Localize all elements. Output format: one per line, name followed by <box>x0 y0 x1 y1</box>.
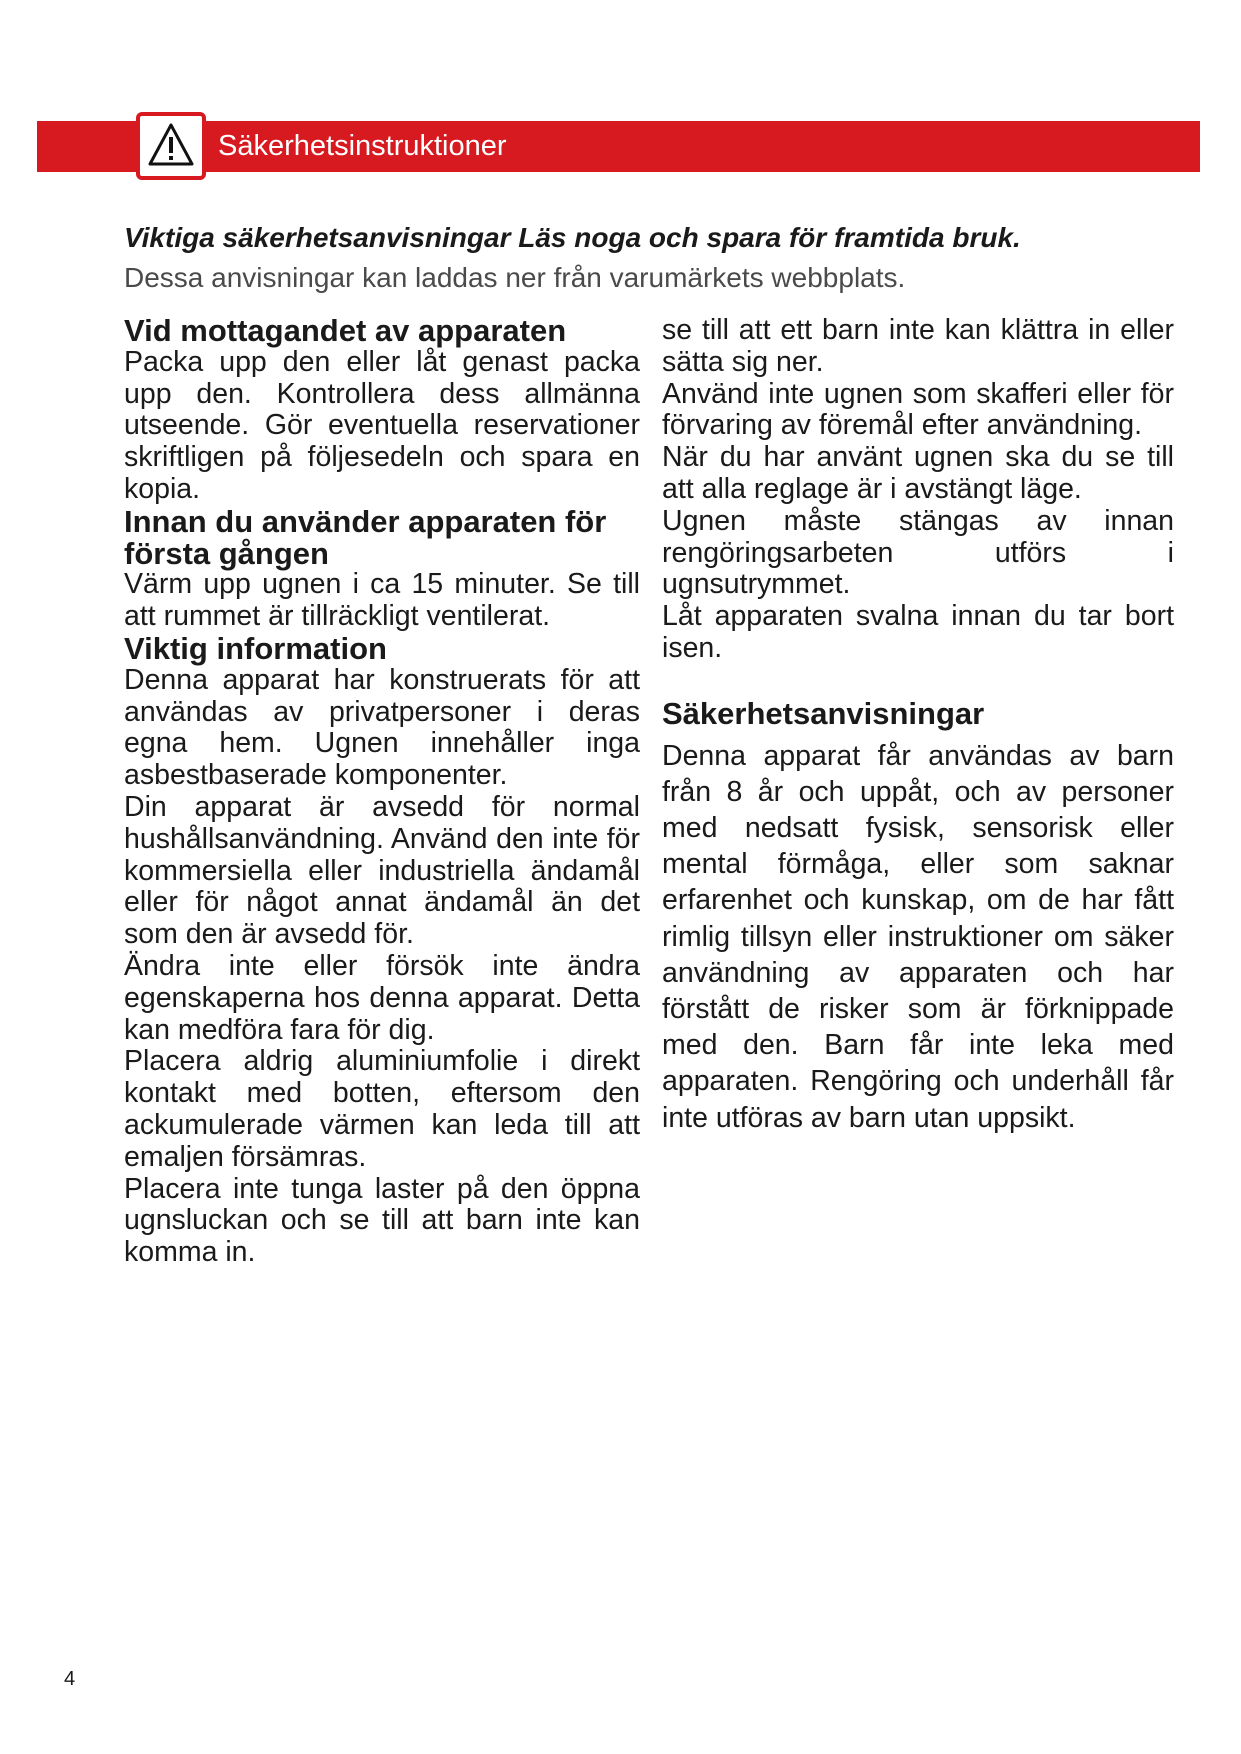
warning-triangle-icon <box>148 122 194 168</box>
paragraph-children-climb: se till att ett barn inte kan klättra in eller sätta sig ner. <box>662 314 1174 378</box>
paragraph-aluminium-foil: Placera aldrig aluminiumfolie i direkt kontakt med botten, eftersom den ackumulerade värmen kan leda till att emaljen försämras. <box>124 1045 640 1173</box>
section-heading-first-use: Innan du använder apparaten för första gången <box>124 503 607 571</box>
paragraph-household-use: Din apparat är avsedd för normal hushållsanvändning. Använd den inte för kommersiella eller industriella ändamål eller för något annat ändamål än det som den är avsedd för. <box>124 790 640 951</box>
paragraph-switch-off-cleaning: Ugnen måste stängas av innan rengöringsarbeten utförs i ugnsutrymmet. <box>662 504 1174 601</box>
paragraph-no-modification: Ändra inte eller försök inte ändra egenskaperna hos denna apparat. Detta kan medföra fara för dig. <box>124 949 640 1046</box>
paragraph-controls-off: När du har använt ugnen ska du se till att alla reglage är i avstängt läge. <box>662 441 1174 505</box>
section-heading-safety: Säkerhetsanvisningar <box>662 695 985 731</box>
paragraph-private-use: Denna apparat har konstruerats för att användas av privatpersoner i deras egna hem. Ugnen innehåller inga asbestbaserade komponenter. <box>124 663 640 792</box>
intro-bold-text: Viktiga säkerhetsanvisningar Läs noga och spara för framtida bruk. <box>124 222 1021 253</box>
right-column <box>662 315 1174 1136</box>
header-bar <box>37 121 1200 172</box>
section-heading-important-info: Viktig information <box>124 630 387 666</box>
page-number: 4 <box>64 1668 76 1690</box>
header-title: Säkerhetsinstruktioner <box>218 130 507 162</box>
paragraph-not-pantry: Använd inte ugnen som skafferi eller för förvaring av föremål efter användning. <box>662 377 1174 442</box>
paragraph-cool-down: Låt apparaten svalna innan du tar bort isen. <box>662 600 1174 664</box>
section-heading-reception: Vid mottagandet av apparaten <box>124 313 567 348</box>
section-gap <box>662 665 1174 698</box>
left-column <box>124 315 640 1269</box>
paragraph-heavy-loads: Placera inte tunga laster på den öppna ugnsluckan och se till att barn inte kan komma in. <box>124 1172 640 1269</box>
paragraph-safety-children: Denna apparat får användas av barn från 8 år och uppåt, och av personer med nedsatt fysisk, sensorisk eller mental förmåga, eller som saknar erfarenhet och kunskap, om de har fått rimlig tillsyn eller instruktioner om säker användning av apparaten och har förstått de risker som är förknippade med den. Barn får inte leka med apparaten. Rengöring och underhåll får inte utföras av barn utan uppsikt. <box>662 739 1174 1134</box>
warning-icon-box <box>136 112 206 180</box>
section-text-first-use: Värm upp ugnen i ca 15 minuter. Se till att rummet är tillräckligt ventilerat. <box>124 568 640 633</box>
intro-sub-text: Dessa anvisningar kan laddas ner från varumärkets webbplats. <box>124 262 906 293</box>
section-text-reception: Packa upp den eller låt genast packa upp den. Kontrollera dess allmänna utseende. Gör eventuella reservationer skriftligen på följesedeln och spara en kopia. <box>124 345 640 505</box>
